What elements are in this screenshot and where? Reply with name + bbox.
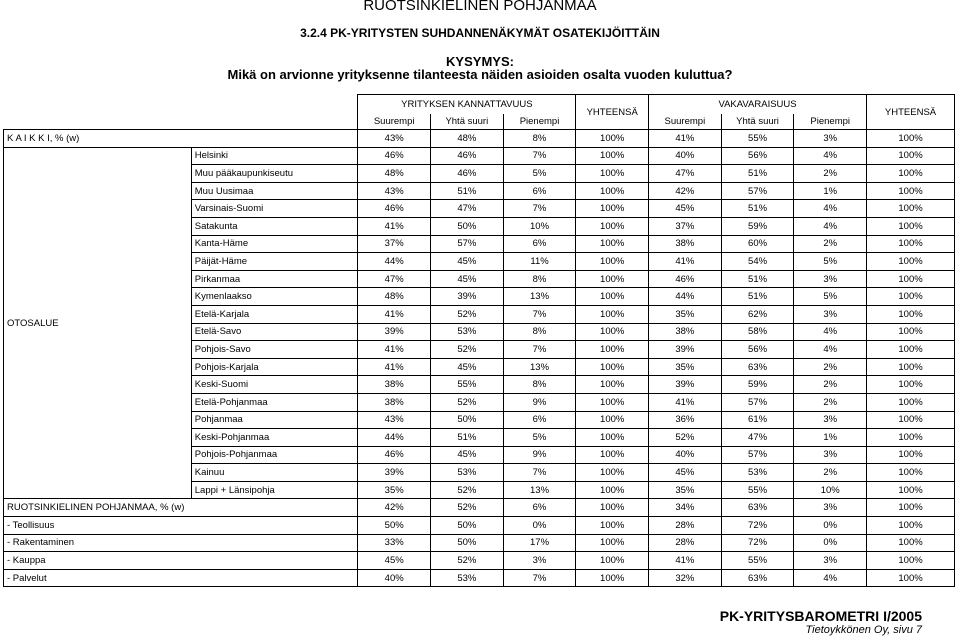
table-cell: 41% [649,130,722,148]
table-cell: 10% [794,481,867,499]
table-row [4,569,955,587]
question-label: KYSYMYS: [446,54,514,69]
row-label: Pohjois-Pohjanmaa [191,446,358,464]
table-cell: 100% [867,446,955,464]
table-cell: 100% [867,130,955,148]
total-row [4,130,955,148]
table-cell: 5% [794,288,867,306]
table-cell: 40% [649,147,722,165]
col-header: Yhtä suuri [431,114,504,130]
table-cell: 11% [503,253,576,271]
table-cell: 100% [867,411,955,429]
solvency-header: VAKAVARAISUUS [649,95,867,115]
row-label: Kanta-Häme [191,235,358,253]
table-cell: 41% [358,305,431,323]
table-cell: 100% [576,411,649,429]
table-cell: 41% [358,217,431,235]
table-cell: 43% [358,411,431,429]
table-cell: 45% [358,552,431,570]
table-cell: 4% [794,569,867,587]
table-cell: 2% [794,376,867,394]
table-cell: 100% [576,393,649,411]
table-cell: 41% [649,253,722,271]
table-cell: 44% [358,429,431,447]
table-cell: 100% [867,235,955,253]
table-cell: 100% [576,446,649,464]
row-label: Satakunta [191,217,358,235]
row-label: RUOTSINKIELINEN POHJANMAA, % (w) [4,499,358,517]
table-cell: 13% [503,481,576,499]
table-cell: 45% [649,464,722,482]
table-cell: 6% [503,182,576,200]
table-cell: 47% [358,270,431,288]
table-cell: 62% [721,305,794,323]
table-cell: 63% [721,499,794,517]
table-cell: 8% [503,323,576,341]
table-cell: 2% [794,358,867,376]
table-cell: 10% [503,217,576,235]
table-cell: 46% [649,270,722,288]
table-cell: 100% [867,341,955,359]
table-cell: 100% [576,235,649,253]
table-row [4,499,955,517]
row-label: Pohjois-Karjala [191,358,358,376]
table-cell: 100% [867,376,955,394]
table-cell: 100% [867,217,955,235]
table-cell: 3% [503,552,576,570]
table-cell: 39% [431,288,504,306]
row-label: Muu pääkaupunkiseutu [191,165,358,183]
table-cell: 52% [431,341,504,359]
table-cell: 100% [867,288,955,306]
table-cell: 59% [721,376,794,394]
table-cell: 100% [576,165,649,183]
table-cell: 100% [576,182,649,200]
table-cell: 100% [576,499,649,517]
table-cell: 55% [721,481,794,499]
table-cell: 2% [794,235,867,253]
table-cell: 52% [431,393,504,411]
table-cell: 9% [503,446,576,464]
table-cell: 45% [431,270,504,288]
table-cell: 58% [721,323,794,341]
table-cell: 51% [721,288,794,306]
table-cell: 6% [503,411,576,429]
row-label: Päijät-Häme [191,253,358,271]
table-cell: 35% [649,358,722,376]
question-text: Mikä on arvionne yrityksenne tilanteesta näiden asioiden osalta vuoden kuluttua? [227,67,733,82]
table-cell: 50% [431,411,504,429]
table-row [4,552,955,570]
table-cell: 100% [576,481,649,499]
table-cell: 7% [503,341,576,359]
table-cell: 56% [721,147,794,165]
table-cell: 100% [576,288,649,306]
row-label: K A I K K I, % (w) [4,130,358,148]
table-cell: 1% [794,182,867,200]
table-cell: 100% [867,464,955,482]
table-cell: 47% [721,429,794,447]
table-cell: 100% [576,534,649,552]
row-label: Helsinki [191,147,358,165]
table-cell: 46% [431,165,504,183]
table-cell: 52% [649,429,722,447]
table-cell: 52% [431,499,504,517]
table-cell: 100% [867,481,955,499]
row-label: Etelä-Pohjanmaa [191,393,358,411]
table-cell: 48% [431,130,504,148]
table-cell: 43% [358,130,431,148]
table-cell: 51% [721,165,794,183]
row-label: Etelä-Karjala [191,305,358,323]
table-cell: 3% [794,499,867,517]
row-label: Pirkanmaa [191,270,358,288]
table-cell: 46% [358,200,431,218]
table-cell: 50% [431,217,504,235]
row-label: Kymenlaakso [191,288,358,306]
page-title: RUOTSINKIELINEN POHJANMAA [363,0,597,14]
table-cell: 0% [794,534,867,552]
table-cell: 72% [721,534,794,552]
table-cell: 45% [431,253,504,271]
table-cell: 100% [867,552,955,570]
table-cell: 46% [431,147,504,165]
table-cell: 100% [576,147,649,165]
table-cell: 53% [431,569,504,587]
table-cell: 100% [576,429,649,447]
table-cell: 46% [358,446,431,464]
table-cell: 2% [794,393,867,411]
table-cell: 37% [358,235,431,253]
table-row [4,517,955,535]
table-cell: 55% [721,130,794,148]
section-title: 3.2.4 PK-YRITYSTEN SUHDANNENÄKYMÄT OSATEKIJÖITTÄIN [300,26,660,40]
table-cell: 52% [431,481,504,499]
table-cell: 38% [358,393,431,411]
row-label: Keski-Suomi [191,376,358,394]
table-cell: 100% [576,569,649,587]
table-cell: 37% [649,217,722,235]
table-cell: 45% [431,446,504,464]
table-cell: 39% [358,323,431,341]
table-cell: 36% [649,411,722,429]
table-cell: 100% [867,499,955,517]
table-cell: 48% [358,165,431,183]
table-cell: 43% [358,182,431,200]
col-header: Suurempi [358,114,431,130]
table-cell: 38% [358,376,431,394]
row-label: Pohjanmaa [191,411,358,429]
table-cell: 100% [576,341,649,359]
table-cell: 13% [503,358,576,376]
col-header: Suurempi [649,114,722,130]
row-label: - Rakentaminen [4,534,358,552]
table-cell: 4% [794,200,867,218]
profitability-header: YRITYKSEN KANNATTAVUUS [358,95,576,115]
row-label: - Kauppa [4,552,358,570]
table-cell: 100% [576,200,649,218]
table-cell: 100% [867,253,955,271]
table-cell: 53% [431,323,504,341]
table-cell: 100% [867,393,955,411]
table-cell: 39% [649,341,722,359]
table-cell: 8% [503,130,576,148]
table-cell: 100% [867,517,955,535]
table-cell: 6% [503,235,576,253]
table-cell: 48% [358,288,431,306]
table-cell: 100% [867,569,955,587]
table-row [4,534,955,552]
table-cell: 100% [576,358,649,376]
table-cell: 100% [576,552,649,570]
table-cell: 53% [721,464,794,482]
table-cell: 63% [721,569,794,587]
table-cell: 1% [794,429,867,447]
table-cell: 100% [867,534,955,552]
table-cell: 52% [431,305,504,323]
table-cell: 45% [431,358,504,376]
table-cell: 53% [431,464,504,482]
table-cell: 100% [576,376,649,394]
table-cell: 33% [358,534,431,552]
table-cell: 9% [503,393,576,411]
table-cell: 63% [721,358,794,376]
col-header: Yhtä suuri [721,114,794,130]
table-cell: 54% [721,253,794,271]
table-cell: 4% [794,217,867,235]
table-cell: 5% [794,253,867,271]
table-cell: 39% [649,376,722,394]
table-cell: 100% [576,130,649,148]
table-cell: 41% [358,358,431,376]
row-label: Pohjois-Savo [191,341,358,359]
table-cell: 100% [867,429,955,447]
table-cell: 50% [431,517,504,535]
table-cell: 57% [431,235,504,253]
table-cell: 45% [649,200,722,218]
table-cell: 56% [721,341,794,359]
table-cell: 52% [431,552,504,570]
table-cell: 3% [794,552,867,570]
table-cell: 100% [576,305,649,323]
table-cell: 4% [794,323,867,341]
table-cell: 100% [576,517,649,535]
table-cell: 40% [358,569,431,587]
table-cell: 39% [358,464,431,482]
table-cell: 47% [431,200,504,218]
total-header-2: YHTEENSÄ [867,95,955,130]
table-cell: 0% [503,517,576,535]
table-cell: 38% [649,323,722,341]
table-cell: 100% [867,323,955,341]
table-cell: 50% [358,517,431,535]
row-label: Keski-Pohjanmaa [191,429,358,447]
table-row [4,147,955,165]
table-cell: 51% [721,270,794,288]
table-cell: 38% [649,235,722,253]
table-cell: 8% [503,376,576,394]
table-cell: 41% [358,341,431,359]
table-cell: 44% [649,288,722,306]
table-cell: 50% [431,534,504,552]
table-cell: 4% [794,341,867,359]
table-cell: 28% [649,517,722,535]
table-cell: 32% [649,569,722,587]
table-cell: 0% [794,517,867,535]
table-cell: 4% [794,147,867,165]
table-cell: 100% [867,270,955,288]
region-group-label: OTOSALUE [4,147,192,499]
table-cell: 7% [503,305,576,323]
table-cell: 60% [721,235,794,253]
table-cell: 2% [794,165,867,183]
table-cell: 59% [721,217,794,235]
table-cell: 100% [576,253,649,271]
table-cell: 13% [503,288,576,306]
table-cell: 35% [649,305,722,323]
table-cell: 55% [431,376,504,394]
table-cell: 55% [721,552,794,570]
table-cell: 100% [576,217,649,235]
table-cell: 61% [721,411,794,429]
table-cell: 6% [503,499,576,517]
table-cell: 51% [721,200,794,218]
row-label: - Palvelut [4,569,358,587]
table-cell: 41% [649,393,722,411]
table-cell: 100% [867,165,955,183]
table-cell: 57% [721,446,794,464]
table-cell: 100% [576,323,649,341]
table-cell: 100% [867,147,955,165]
table-cell: 100% [576,464,649,482]
table-cell: 3% [794,305,867,323]
table-cell: 40% [649,446,722,464]
table-cell: 100% [576,270,649,288]
header-blank [4,95,358,130]
total-header-1: YHTEENSÄ [576,95,649,130]
table-cell: 42% [358,499,431,517]
table-cell: 100% [867,182,955,200]
table-cell: 35% [649,481,722,499]
table-cell: 41% [649,552,722,570]
table-cell: 3% [794,270,867,288]
table-cell: 7% [503,569,576,587]
table-cell: 72% [721,517,794,535]
col-header: Pienempi [794,114,867,130]
table-cell: 3% [794,130,867,148]
table-cell: 42% [649,182,722,200]
table-cell: 5% [503,165,576,183]
table-cell: 3% [794,411,867,429]
table-cell: 47% [649,165,722,183]
table-cell: 100% [867,358,955,376]
barometer-label: PK-YRITYSBAROMETRI I/2005 [719,608,922,624]
table-cell: 57% [721,393,794,411]
table-cell: 5% [503,429,576,447]
table-cell: 100% [867,200,955,218]
table-cell: 51% [431,182,504,200]
table-cell: 8% [503,270,576,288]
table-cell: 2% [794,464,867,482]
table-cell: 100% [867,305,955,323]
page-number: Tietoykkönen Oy, sivu 7 [805,624,922,636]
table-cell: 28% [649,534,722,552]
table-cell: 35% [358,481,431,499]
table-cell: 51% [431,429,504,447]
table-cell: 7% [503,200,576,218]
row-label: - Teollisuus [4,517,358,535]
table-cell: 44% [358,253,431,271]
table-cell: 7% [503,464,576,482]
row-label: Muu Uusimaa [191,182,358,200]
col-header: Pienempi [503,114,576,130]
results-table [3,94,955,587]
table-cell: 57% [721,182,794,200]
row-label: Varsinais-Suomi [191,200,358,218]
row-label: Lappi + Länsipohja [191,481,358,499]
table-cell: 3% [794,446,867,464]
table-cell: 17% [503,534,576,552]
row-label: Kainuu [191,464,358,482]
row-label: Etelä-Savo [191,323,358,341]
table-cell: 34% [649,499,722,517]
table-cell: 46% [358,147,431,165]
table-cell: 7% [503,147,576,165]
